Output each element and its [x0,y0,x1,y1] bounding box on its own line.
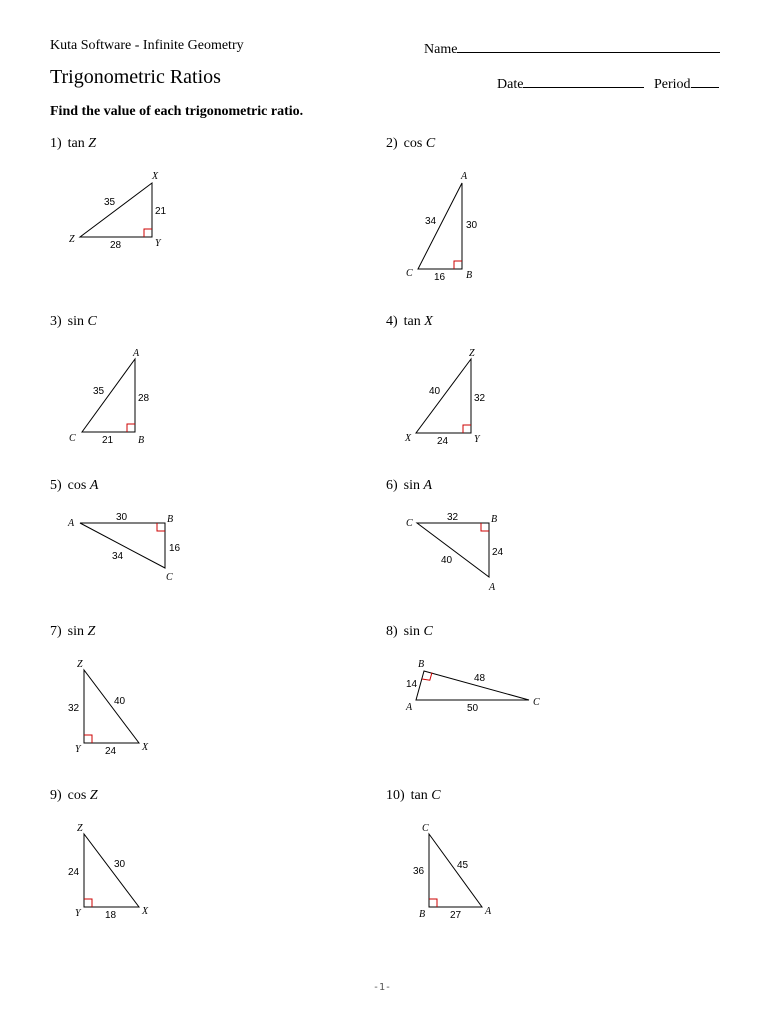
side-length-label: 40 [441,555,453,566]
side-length-label: 35 [104,197,116,208]
problem-1-label: 1) tan Z [50,136,97,151]
vertex-label: B [138,435,145,446]
side-length-label: 40 [429,386,441,397]
side-length-label: 16 [169,543,181,554]
triangle-3 [82,359,135,432]
problem-6-label: 6) sin A [386,478,433,493]
side-length-label: 40 [114,696,126,707]
vertex-label: B [419,909,426,920]
vertex-label: Y [75,908,81,919]
vertex-label: Y [75,744,81,755]
vertex-label: C [406,268,413,279]
triangle-4 [416,359,471,433]
period-label: Period [654,77,691,92]
side-length-label: 35 [93,386,105,397]
publisher-label: Kuta Software - Infinite Geometry [50,38,244,53]
vertex-label: A [489,582,496,593]
vertex-label: B [418,659,425,670]
side-length-label: 50 [467,703,479,714]
vertex-label: B [491,514,498,525]
triangle-8 [416,671,529,700]
side-length-label: 30 [466,220,478,231]
right-angle-markers [84,229,489,907]
side-length-label: 18 [105,910,117,921]
side-length-label: 27 [450,910,462,921]
problem-2-label: 2) cos C [386,136,436,151]
vertex-label: A [133,348,140,359]
triangle-10 [429,834,482,907]
date-label: Date [497,77,524,92]
vertex-label: C [533,697,540,708]
triangle-9 [84,834,139,907]
right-angle-marker-1 [144,229,152,237]
side-length-label: 24 [492,547,504,558]
side-length-label: 32 [447,512,459,523]
right-angle-marker-6 [481,523,489,531]
side-length-label: 48 [474,673,486,684]
vertex-label: A [485,906,492,917]
problem-3-label: 3) sin C [50,314,97,329]
vertex-label: A [406,702,413,713]
vertex-label: X [152,171,159,182]
vertex-label: X [405,433,412,444]
right-angle-marker-4 [463,425,471,433]
side-length-label: 24 [437,436,449,447]
instructions: Find the value of each trigonometric ratio. [50,104,304,119]
side-length-label: 16 [434,272,446,283]
side-length-label: 28 [138,393,150,404]
problem-9-label: 9) cos Z [50,788,98,803]
vertex-label: C [422,823,429,834]
page-number: -1- [373,982,392,993]
triangle-1 [80,183,152,237]
side-length-label: 28 [110,240,122,251]
problem-7-label: 7) sin Z [50,624,96,639]
vertex-label: C [166,572,173,583]
side-length-label: 24 [105,746,117,757]
right-angle-marker-7 [84,735,92,743]
triangle-6 [417,523,489,577]
problem-8-label: 8) sin C [386,624,433,639]
right-angle-marker-9 [84,899,92,907]
side-length-label: 30 [114,859,126,870]
side-length-label: 36 [413,866,425,877]
triangle-7 [84,670,139,743]
vertex-label: Y [474,434,480,445]
name-label: Name [424,42,458,57]
vertex-label: C [69,433,76,444]
side-length-label: 34 [112,551,124,562]
vertex-label: Z [469,348,475,359]
side-length-label: 32 [68,703,80,714]
vertex-label: X [142,742,149,753]
side-length-label: 14 [406,679,418,690]
vertex-label: C [406,518,413,529]
page-title: Trigonometric Ratios [50,66,221,88]
side-length-label: 21 [102,435,114,446]
side-length-label: 45 [457,860,469,871]
vertex-label: B [167,514,174,525]
side-length-label: 21 [155,206,167,217]
vertex-label: Z [69,234,75,245]
problem-4-label: 4) tan X [386,314,433,329]
vertex-label: Z [77,659,83,670]
vertex-label: A [461,171,468,182]
side-length-label: 32 [474,393,486,404]
side-length-label: 24 [68,867,80,878]
problem-10-label: 10) tan C [386,788,441,803]
right-angle-marker-5 [157,523,165,531]
side-length-label: 30 [116,512,128,523]
problem-5-label: 5) cos A [50,478,99,493]
vertex-label: Z [77,823,83,834]
vertex-label: X [142,906,149,917]
right-angle-marker-3 [127,424,135,432]
vertex-label: B [466,270,473,281]
vertex-label: Y [155,238,161,249]
right-angle-marker-2 [454,261,462,269]
vertex-label: A [68,518,75,529]
side-length-label: 34 [425,216,437,227]
right-angle-marker-10 [429,899,437,907]
